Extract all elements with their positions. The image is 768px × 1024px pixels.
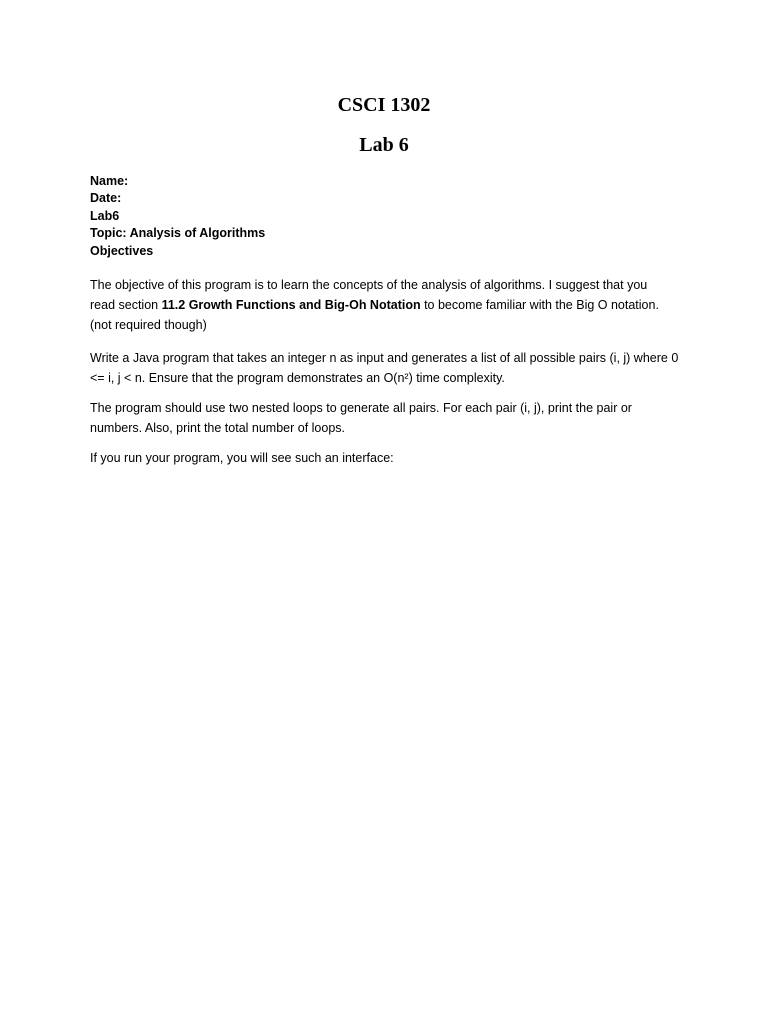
requirements-paragraph: The program should use two nested loops to generate all pairs. For each pair (i, j), print the pair or numbers. Also, print the total number of loops. (90, 401, 632, 436)
lab-title: Lab 6 (359, 134, 409, 156)
section-reference: 11.2 Growth Functions and Big-Oh Notation (161, 298, 421, 313)
interface-intro-paragraph: If you run your program, you will see such an interface: (90, 451, 394, 466)
objectives-heading: Objectives (90, 243, 154, 258)
objective-text-start: The objective of this program is to learn the concepts of the analysis of algorithms. I suggest that you read section (90, 278, 648, 313)
name-label: Name: (90, 174, 129, 188)
topic-label: Topic: Analysis of Algorithms (90, 226, 266, 241)
task-paragraph: Write a Java program that takes an integer n as input and generates a list of all possible pairs (i, j) where 0 <= i, j < n. Ensure that the program demonstrates an O(n²) time complexity. (90, 351, 679, 386)
lab-info-block (90, 173, 690, 260)
course-title: CSCI 1302 (337, 94, 431, 116)
document-body (90, 173, 690, 468)
lab-label: Lab6 (90, 208, 120, 223)
date-label: Date: (90, 191, 122, 206)
objective-paragraph (90, 275, 670, 335)
objective-text-end: to become familiar with the Big O notation. (not required though) (90, 298, 659, 333)
